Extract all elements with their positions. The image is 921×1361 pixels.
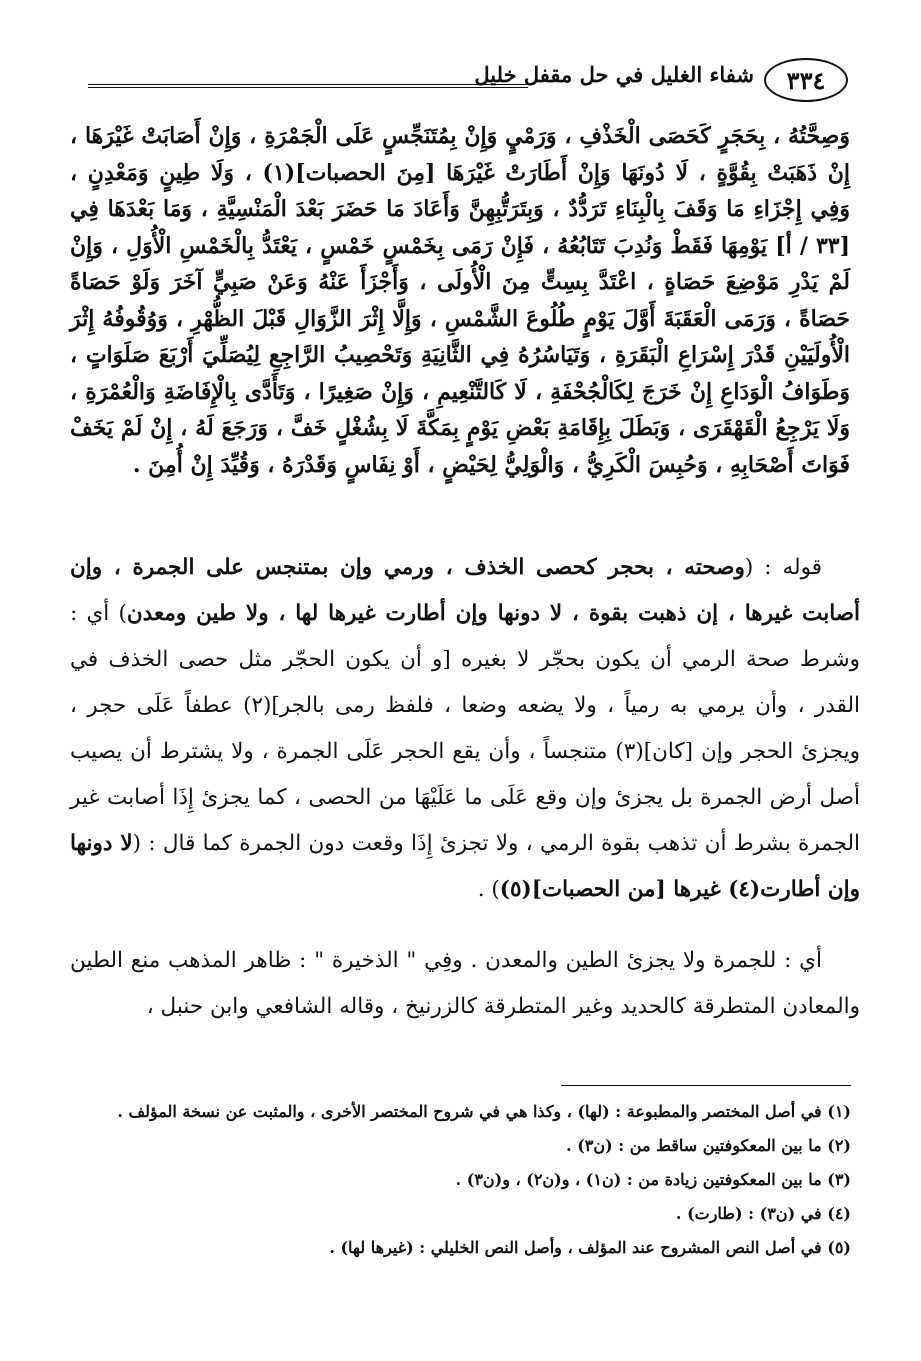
footnote-3: (٣) ما بين المعكوفتين زيادة من : (ن١) ، و(ن٢) ، و(ن٣) . xyxy=(455,1170,851,1189)
commentary-end: ) . xyxy=(477,877,500,902)
running-title: شفاء الغليل في حل مقفل خليل xyxy=(474,62,754,87)
footnote-divider xyxy=(561,1085,851,1086)
footnote-5: (٥) في أصل النص المشروح عند المؤلف ، وأصل النص الخليلي : (غيرها لها) . xyxy=(329,1238,851,1257)
commentary-body: ) أي : وشرط صحة الرمي أن يكون بحجّر لا بغيره [و أن يكون الحجّر مثل حصى الخذف في القدر ، وأن يرمي به رمياً ، ولا يضعه وضعا ، فلفظ رمى بالجر](٢) عطفاً عَلَى حجر ، ويجزئ الحجر وإن [كان](٣) متنجساً ، وأن يقع الحجر عَلَى الجمرة ، ولا يشترط أن يصيب أصل أرض الجمرة بل يجزئ وإن وقع عَلَى ما عَلَيْهَا من الحصى ، كما يجزئ إِذَا أصابت غير الجمرة بشرط أن تذهب بقوة الرمي ، ولا تجزئ إِذَا وقعت دون الجمرة كما قال : ( xyxy=(70,601,861,856)
footnotes xyxy=(71,1095,851,1265)
matn-text: وَصِحَّتُهُ ، بِحَجَرٍ كَحَصَى الْخَذْفِ ، وَرَمْيٍ وَإِنْ بِمُتَنَجِّسٍ عَلَى الْجَمْرَةِ ، وَإِنْ أَصَابَتْ غَيْرَهَا ، إِنْ ذَهَبَتْ بِقُوَّةٍ ، لَا دُونَهَا وَإِنْ أَطَارَتْ غَيْرَهَا [مِنَ الحصبات](١) ، وَلَا طِينٍ وَمَعْدِنٍ ، وَفِي إِجْزَاءِ مَا وَقَفَ بِالْبِنَاءِ تَرَدُّدٌ ، وَبِتَرَتُّبِهِنَّ وَأَعَادَ مَا حَضَرَ بَعْدَ الْمَنْسِيَّةِ ، وَمَا بَعْدَهَا فِي [٣٣ / أ] يَوْمِهَا فَقَطْ وَنُدِبَ تَتَابُعُهُ ، فَإِنْ رَمَى بِخَمْسٍ خَمْسٍ ، يَعْتَدُّ بِالْخَمْسِ الْأُوَلِ ، وَإِنْ لَمْ يَدْرِ مَوْضِعَ حَصَاةٍ ، اعْتَدَّ بِسِتٍّ مِنَ الْأُولَى ، وَأَجْزَأَ عَنْهُ وَعَنْ صَبِيٍّ آخَرَ وَلَوْ حَصَاةً حَصَاةً ، وَرَمَى الْعَقَبَةَ أَوَّلَ يَوْمٍ طُلُوعَ الشَّمْسِ ، وَإِلَّا إِثْرَ الزَّوَالِ قَبْلَ الظُّهْرِ ، وَوُقُوفُهُ إِثْرَ الْأُولَيَيْنِ قَدْرَ إِسْرَاعِ الْبَقَرَةِ ، وَتَيَاسُرُهُ فِي الثَّانِيَةِ وَتَحْصِيبُ الرَّاجِعِ لِيُصَلِّيَ أَرْبَعَ صَلَوَاتٍ ، وَطَوَافُ الْوَدَاعِ إِنْ خَرَجَ لِكَالْجُحْفَةِ ، لَا كَالتَّنْعِيمِ ، وَإِنْ صَغِيرًا ، وَتَأَدَّى بِالْإِفَاضَةِ وَالْعُمْرَةِ ، وَلَا يَرْجِعُ الْقَهْقَرَى ، وَبَطَلَ بِإِقَامَةِ بَعْضِ يَوْمٍ بِمَكَّةَ لَا بِشُغْلٍ خَفَّ ، وَرَجَعَ لَهُ ، إِنْ لَمْ يَخَفْ فَوَاتَ أَصْحَابِهِ ، وَحُبِسَ الْكَرِيُّ ، وَالْوَلِيُّ لِحَيْضٍ ، أَوْ نِفَاسٍ وَقَدْرَهُ ، وَقُيِّدَ إِنْ أُمِنَ . xyxy=(70,123,850,478)
commentary-quote-2: لا دونها وإن أطارت(٤) غيرها [من الحصبات](٥) xyxy=(70,831,860,902)
commentary-quote: وصحته ، بحجر كحصى الخذف ، ورمي وإن بمتنجس على الجمرة ، وإن أصابت غيرها ، إن ذهبت بقوة ، لا دونها وإن أطارت غيرها لها ، ولا طين ومعدن xyxy=(70,555,860,626)
footnote-2: (٢) ما بين المعكوفتين ساقط من : (ن٣) . xyxy=(566,1136,851,1155)
page-number: ٣٣٤ xyxy=(764,58,848,102)
footnote-1: (١) في أصل المختصر والمطبوعة : (لها) ، وكذا هي في شروح المختصر الأخرى ، والمثبت عن نسخة المؤلف . xyxy=(117,1102,851,1121)
commentary-paragraph-2 xyxy=(70,938,860,1030)
commentary-paragraph-1 xyxy=(70,545,860,913)
commentary-p2: أي : للجمرة ولا يجزئ الطين والمعدن . وفِي " الذخيرة " : ظاهر المذهب منع الطين والمعادن المتطرقة كالحديد وغير المتطرقة كالزرنيخ ، وقاله الشافعي وابن حنبل ، xyxy=(70,948,860,1019)
footnote-4: (٤) في (ن٣) : (طارت) . xyxy=(675,1204,851,1223)
header-rule xyxy=(88,84,528,91)
page-header xyxy=(88,58,848,102)
commentary-p1 xyxy=(70,545,860,913)
commentary-lead: قوله : ( xyxy=(744,555,822,580)
